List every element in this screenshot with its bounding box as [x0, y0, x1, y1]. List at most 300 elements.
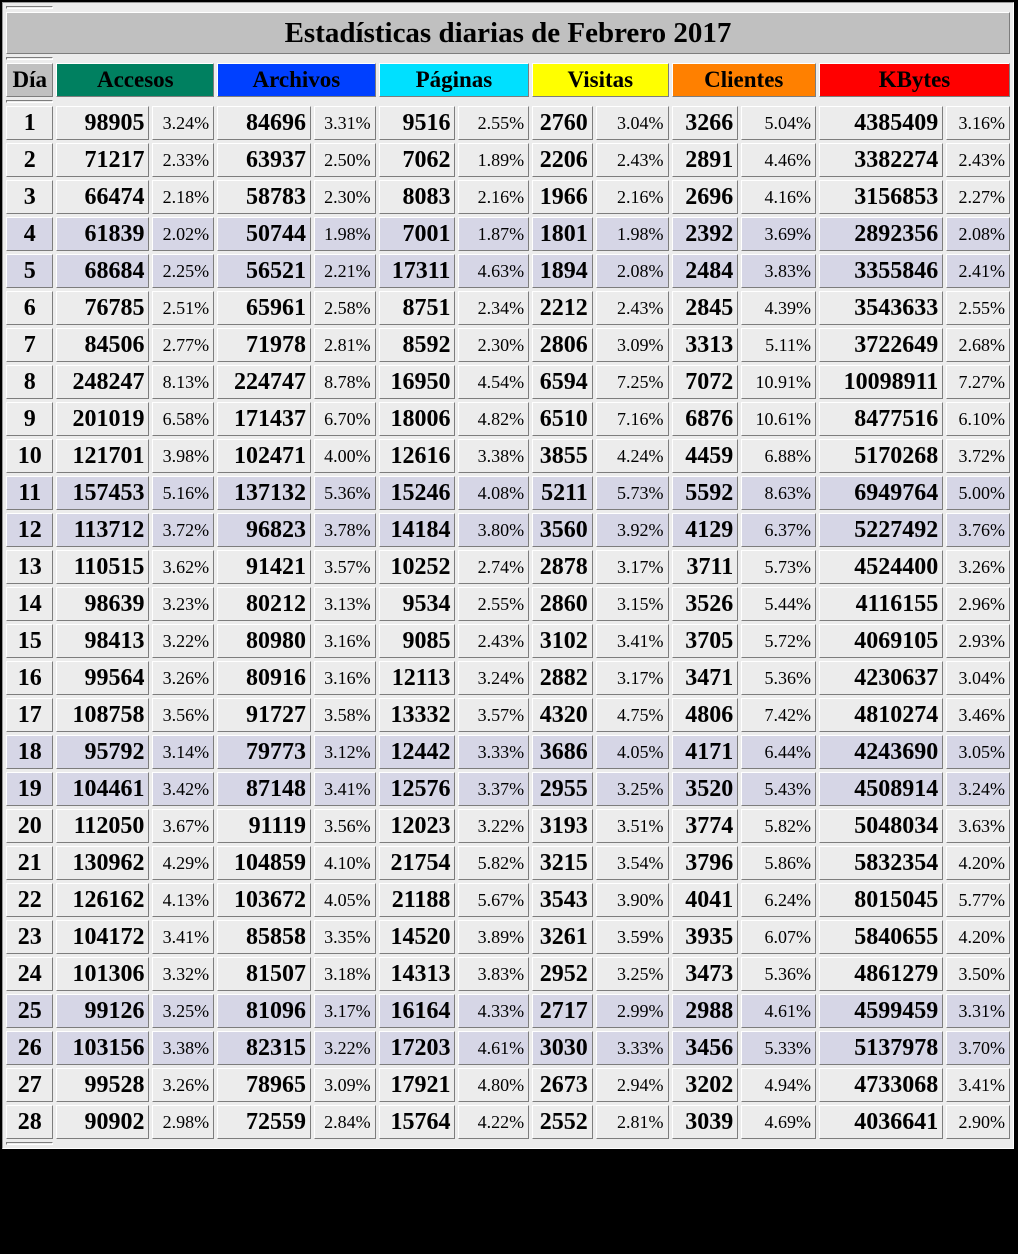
spacer-blank: [56, 57, 1010, 60]
cell-accesos: 76785: [56, 291, 149, 325]
cell-kbytes: 2892356: [819, 217, 943, 251]
cell-archivos-pct: 2.84%: [314, 1105, 376, 1139]
cell-kbytes: 4810274: [819, 698, 943, 732]
table-row: [6, 402, 1010, 436]
cell-visitas: 2552: [532, 1105, 593, 1139]
cell-kbytes-pct: 7.27%: [946, 365, 1010, 399]
cell-archivos: 85858: [217, 920, 311, 954]
cell-clientes: 3473: [672, 957, 739, 991]
cell-archivos-pct: 3.18%: [314, 957, 376, 991]
cell-archivos: 81096: [217, 994, 311, 1028]
cell-paginas-pct: 3.57%: [458, 698, 529, 732]
cell-day: 1: [6, 106, 53, 140]
cell-visitas: 3543: [532, 883, 593, 917]
cell-kbytes-pct: 3.16%: [946, 106, 1010, 140]
cell-archivos: 102471: [217, 439, 311, 473]
cell-archivos: 91727: [217, 698, 311, 732]
cell-clientes-pct: 5.43%: [741, 772, 816, 806]
cell-visitas-pct: 3.17%: [596, 550, 669, 584]
cell-accesos: 99126: [56, 994, 149, 1028]
title-row: [6, 12, 1010, 54]
cell-visitas: 4320: [532, 698, 593, 732]
cell-accesos-pct: 3.22%: [152, 624, 214, 658]
cell-clientes-pct: 6.07%: [741, 920, 816, 954]
cell-archivos: 80212: [217, 587, 311, 621]
table-row: [6, 772, 1010, 806]
cell-accesos-pct: 3.32%: [152, 957, 214, 991]
cell-accesos: 121701: [56, 439, 149, 473]
cell-paginas: 15246: [379, 476, 456, 510]
cell-visitas: 1894: [532, 254, 593, 288]
cell-visitas-pct: 3.09%: [596, 328, 669, 362]
table-row: [6, 513, 1010, 547]
cell-visitas: 6594: [532, 365, 593, 399]
page-title: Estadísticas diarias de Febrero 2017: [6, 12, 1010, 54]
cell-accesos: 98413: [56, 624, 149, 658]
cell-paginas-pct: 2.43%: [458, 624, 529, 658]
cell-clientes-pct: 5.33%: [741, 1031, 816, 1065]
cell-accesos: 90902: [56, 1105, 149, 1139]
cell-accesos: 157453: [56, 476, 149, 510]
cell-archivos-pct: 3.31%: [314, 106, 376, 140]
cell-day: 7: [6, 328, 53, 362]
cell-accesos: 104172: [56, 920, 149, 954]
cell-kbytes-pct: 3.24%: [946, 772, 1010, 806]
cell-clientes-pct: 5.73%: [741, 550, 816, 584]
cell-paginas: 12442: [379, 735, 456, 769]
cell-paginas: 14184: [379, 513, 456, 547]
cell-clientes: 2891: [672, 143, 739, 177]
cell-archivos: 82315: [217, 1031, 311, 1065]
cell-paginas: 16950: [379, 365, 456, 399]
cell-accesos-pct: 2.98%: [152, 1105, 214, 1139]
cell-visitas: 3193: [532, 809, 593, 843]
cell-visitas-pct: 3.51%: [596, 809, 669, 843]
table-row: [6, 1105, 1010, 1139]
cell-visitas: 2952: [532, 957, 593, 991]
cell-paginas-pct: 3.89%: [458, 920, 529, 954]
cell-visitas-pct: 3.25%: [596, 772, 669, 806]
cell-clientes-pct: 5.04%: [741, 106, 816, 140]
cell-kbytes-pct: 5.00%: [946, 476, 1010, 510]
cell-accesos-pct: 2.02%: [152, 217, 214, 251]
cell-archivos-pct: 3.17%: [314, 994, 376, 1028]
cell-kbytes-pct: 2.41%: [946, 254, 1010, 288]
cell-paginas-pct: 1.87%: [458, 217, 529, 251]
header-archivos: Archivos: [217, 63, 376, 97]
cell-clientes: 4459: [672, 439, 739, 473]
cell-archivos: 104859: [217, 846, 311, 880]
cell-visitas-pct: 2.43%: [596, 291, 669, 325]
cell-day: 19: [6, 772, 53, 806]
cell-visitas-pct: 3.59%: [596, 920, 669, 954]
cell-accesos-pct: 6.58%: [152, 402, 214, 436]
cell-accesos: 99528: [56, 1068, 149, 1102]
cell-accesos-pct: 3.56%: [152, 698, 214, 732]
cell-kbytes: 4508914: [819, 772, 943, 806]
cell-day: 10: [6, 439, 53, 473]
cell-visitas-pct: 4.05%: [596, 735, 669, 769]
cell-clientes-pct: 10.91%: [741, 365, 816, 399]
cell-clientes-pct: 4.94%: [741, 1068, 816, 1102]
cell-accesos: 110515: [56, 550, 149, 584]
cell-kbytes: 5227492: [819, 513, 943, 547]
cell-visitas: 3560: [532, 513, 593, 547]
cell-clientes: 4806: [672, 698, 739, 732]
cell-visitas-pct: 3.33%: [596, 1031, 669, 1065]
cell-visitas: 2955: [532, 772, 593, 806]
cell-accesos-pct: 3.62%: [152, 550, 214, 584]
cell-day: 20: [6, 809, 53, 843]
cell-kbytes: 4069105: [819, 624, 943, 658]
cell-visitas-pct: 2.43%: [596, 143, 669, 177]
cell-archivos-pct: 6.70%: [314, 402, 376, 436]
table-row: [6, 550, 1010, 584]
cell-kbytes: 5170268: [819, 439, 943, 473]
cell-archivos: 87148: [217, 772, 311, 806]
cell-accesos: 61839: [56, 217, 149, 251]
cell-day: 17: [6, 698, 53, 732]
cell-clientes-pct: 3.69%: [741, 217, 816, 251]
cell-paginas-pct: 5.67%: [458, 883, 529, 917]
header-row: [6, 63, 1010, 97]
cell-paginas: 21754: [379, 846, 456, 880]
cell-kbytes: 8015045: [819, 883, 943, 917]
cell-visitas: 6510: [532, 402, 593, 436]
cell-kbytes: 4599459: [819, 994, 943, 1028]
cell-clientes: 2988: [672, 994, 739, 1028]
cell-accesos: 126162: [56, 883, 149, 917]
cell-paginas-pct: 2.55%: [458, 106, 529, 140]
cell-kbytes-pct: 3.46%: [946, 698, 1010, 732]
cell-kbytes-pct: 5.77%: [946, 883, 1010, 917]
cell-clientes: 2484: [672, 254, 739, 288]
cell-archivos: 79773: [217, 735, 311, 769]
cell-clientes: 7072: [672, 365, 739, 399]
cell-paginas: 12576: [379, 772, 456, 806]
cell-visitas: 2717: [532, 994, 593, 1028]
table-body: [6, 106, 1010, 1139]
cell-accesos-pct: 8.13%: [152, 365, 214, 399]
cell-archivos: 72559: [217, 1105, 311, 1139]
cell-accesos-pct: 4.29%: [152, 846, 214, 880]
cell-archivos: 103672: [217, 883, 311, 917]
cell-clientes: 3471: [672, 661, 739, 695]
cell-day: 15: [6, 624, 53, 658]
cell-kbytes-pct: 3.50%: [946, 957, 1010, 991]
cell-accesos-pct: 3.98%: [152, 439, 214, 473]
cell-visitas: 2212: [532, 291, 593, 325]
cell-visitas: 2673: [532, 1068, 593, 1102]
table-row: [6, 106, 1010, 140]
table-row: [6, 735, 1010, 769]
cell-accesos: 103156: [56, 1031, 149, 1065]
cell-day: 3: [6, 180, 53, 214]
cell-kbytes: 3543633: [819, 291, 943, 325]
table-row: [6, 1031, 1010, 1065]
cell-accesos: 108758: [56, 698, 149, 732]
cell-kbytes: 4524400: [819, 550, 943, 584]
cell-kbytes-pct: 3.76%: [946, 513, 1010, 547]
cell-accesos-pct: 3.38%: [152, 1031, 214, 1065]
cell-clientes-pct: 5.82%: [741, 809, 816, 843]
cell-clientes-pct: 4.69%: [741, 1105, 816, 1139]
cell-paginas: 13332: [379, 698, 456, 732]
cell-clientes: 5592: [672, 476, 739, 510]
cell-paginas: 8592: [379, 328, 456, 362]
cell-accesos: 68684: [56, 254, 149, 288]
cell-archivos: 84696: [217, 106, 311, 140]
cell-accesos: 101306: [56, 957, 149, 991]
cell-clientes: 3039: [672, 1105, 739, 1139]
cell-day: 8: [6, 365, 53, 399]
table-row: [6, 439, 1010, 473]
table-row: [6, 698, 1010, 732]
cell-archivos: 171437: [217, 402, 311, 436]
cell-paginas-pct: 4.82%: [458, 402, 529, 436]
cell-archivos-pct: 2.30%: [314, 180, 376, 214]
cell-accesos-pct: 3.26%: [152, 661, 214, 695]
cell-kbytes: 4036641: [819, 1105, 943, 1139]
cell-kbytes: 3355846: [819, 254, 943, 288]
cell-clientes: 3202: [672, 1068, 739, 1102]
table-row: [6, 476, 1010, 510]
cell-clientes: 4171: [672, 735, 739, 769]
cell-accesos-pct: 3.67%: [152, 809, 214, 843]
cell-day: 26: [6, 1031, 53, 1065]
cell-archivos: 56521: [217, 254, 311, 288]
cell-paginas: 21188: [379, 883, 456, 917]
table-row: [6, 587, 1010, 621]
cell-visitas-pct: 3.04%: [596, 106, 669, 140]
cell-kbytes: 3156853: [819, 180, 943, 214]
cell-clientes-pct: 5.36%: [741, 661, 816, 695]
cell-kbytes: 4385409: [819, 106, 943, 140]
cell-archivos: 50744: [217, 217, 311, 251]
cell-kbytes: 5137978: [819, 1031, 943, 1065]
cell-paginas: 12023: [379, 809, 456, 843]
table-row: [6, 1068, 1010, 1102]
bottom-spacer-row: [6, 1142, 1010, 1145]
cell-visitas-pct: 2.08%: [596, 254, 669, 288]
cell-archivos: 58783: [217, 180, 311, 214]
cell-kbytes-pct: 2.27%: [946, 180, 1010, 214]
cell-clientes: 3705: [672, 624, 739, 658]
cell-archivos-pct: 2.81%: [314, 328, 376, 362]
cell-paginas: 9516: [379, 106, 456, 140]
cell-visitas-pct: 2.94%: [596, 1068, 669, 1102]
cell-visitas: 2882: [532, 661, 593, 695]
cell-kbytes: 4116155: [819, 587, 943, 621]
cell-kbytes-pct: 3.41%: [946, 1068, 1010, 1102]
cell-day: 23: [6, 920, 53, 954]
cell-archivos-pct: 3.16%: [314, 661, 376, 695]
cell-clientes-pct: 5.86%: [741, 846, 816, 880]
cell-paginas-pct: 5.82%: [458, 846, 529, 880]
cell-kbytes-pct: 4.20%: [946, 920, 1010, 954]
cell-clientes-pct: 5.44%: [741, 587, 816, 621]
cell-accesos: 95792: [56, 735, 149, 769]
cell-accesos: 98639: [56, 587, 149, 621]
cell-paginas: 9085: [379, 624, 456, 658]
cell-day: 16: [6, 661, 53, 695]
cell-kbytes: 4733068: [819, 1068, 943, 1102]
cell-archivos: 65961: [217, 291, 311, 325]
cell-archivos-pct: 3.56%: [314, 809, 376, 843]
cell-visitas: 3102: [532, 624, 593, 658]
cell-archivos: 78965: [217, 1068, 311, 1102]
cell-paginas-pct: 3.83%: [458, 957, 529, 991]
cell-day: 4: [6, 217, 53, 251]
cell-kbytes: 4243690: [819, 735, 943, 769]
cell-accesos-pct: 2.33%: [152, 143, 214, 177]
cell-day: 28: [6, 1105, 53, 1139]
cell-clientes: 3526: [672, 587, 739, 621]
cell-accesos-pct: 3.23%: [152, 587, 214, 621]
cell-kbytes: 8477516: [819, 402, 943, 436]
cell-archivos-pct: 3.78%: [314, 513, 376, 547]
cell-visitas-pct: 3.41%: [596, 624, 669, 658]
cell-accesos-pct: 3.41%: [152, 920, 214, 954]
cell-accesos: 71217: [56, 143, 149, 177]
cell-day: 24: [6, 957, 53, 991]
table-row: [6, 291, 1010, 325]
cell-kbytes-pct: 2.96%: [946, 587, 1010, 621]
cell-paginas-pct: 3.33%: [458, 735, 529, 769]
cell-clientes-pct: 7.42%: [741, 698, 816, 732]
cell-paginas-pct: 3.80%: [458, 513, 529, 547]
cell-paginas-pct: 2.16%: [458, 180, 529, 214]
cell-archivos: 71978: [217, 328, 311, 362]
cell-archivos: 63937: [217, 143, 311, 177]
cell-archivos-pct: 8.78%: [314, 365, 376, 399]
cell-paginas-pct: 4.80%: [458, 1068, 529, 1102]
cell-accesos-pct: 5.16%: [152, 476, 214, 510]
cell-paginas-pct: 3.37%: [458, 772, 529, 806]
cell-accesos: 84506: [56, 328, 149, 362]
cell-day: 27: [6, 1068, 53, 1102]
cell-clientes-pct: 6.24%: [741, 883, 816, 917]
cell-accesos-pct: 3.72%: [152, 513, 214, 547]
cell-clientes: 6876: [672, 402, 739, 436]
cell-clientes-pct: 4.46%: [741, 143, 816, 177]
cell-clientes-pct: 10.61%: [741, 402, 816, 436]
cell-paginas-pct: 3.24%: [458, 661, 529, 695]
cell-clientes: 4041: [672, 883, 739, 917]
cell-day: 21: [6, 846, 53, 880]
cell-archivos: 96823: [217, 513, 311, 547]
cell-visitas: 3030: [532, 1031, 593, 1065]
cell-paginas-pct: 4.61%: [458, 1031, 529, 1065]
cell-kbytes: 3382274: [819, 143, 943, 177]
table-row: [6, 920, 1010, 954]
mid-spacer-row: [6, 57, 1010, 60]
cell-paginas: 7062: [379, 143, 456, 177]
cell-clientes-pct: 3.83%: [741, 254, 816, 288]
cell-clientes: 2845: [672, 291, 739, 325]
spacer-cell: [6, 100, 53, 103]
cell-paginas: 16164: [379, 994, 456, 1028]
cell-kbytes-pct: 6.10%: [946, 402, 1010, 436]
header-spacer-row: [6, 100, 1010, 103]
cell-kbytes: 4230637: [819, 661, 943, 695]
cell-kbytes: 5832354: [819, 846, 943, 880]
cell-visitas-pct: 3.90%: [596, 883, 669, 917]
table-row: [6, 254, 1010, 288]
cell-visitas-pct: 2.99%: [596, 994, 669, 1028]
cell-accesos-pct: 4.13%: [152, 883, 214, 917]
cell-accesos-pct: 3.14%: [152, 735, 214, 769]
cell-accesos: 98905: [56, 106, 149, 140]
cell-paginas: 12616: [379, 439, 456, 473]
cell-archivos-pct: 3.13%: [314, 587, 376, 621]
cell-kbytes-pct: 2.68%: [946, 328, 1010, 362]
cell-visitas: 3215: [532, 846, 593, 880]
cell-clientes: 3774: [672, 809, 739, 843]
cell-paginas-pct: 4.63%: [458, 254, 529, 288]
cell-visitas: 2206: [532, 143, 593, 177]
cell-day: 5: [6, 254, 53, 288]
table-row: [6, 883, 1010, 917]
cell-accesos-pct: 2.51%: [152, 291, 214, 325]
cell-visitas-pct: 7.25%: [596, 365, 669, 399]
table-row: [6, 217, 1010, 251]
cell-paginas-pct: 4.54%: [458, 365, 529, 399]
cell-paginas-pct: 4.22%: [458, 1105, 529, 1139]
cell-kbytes: 3722649: [819, 328, 943, 362]
table-row: [6, 180, 1010, 214]
cell-archivos-pct: 3.16%: [314, 624, 376, 658]
cell-visitas-pct: 3.92%: [596, 513, 669, 547]
cell-accesos-pct: 2.77%: [152, 328, 214, 362]
cell-clientes-pct: 6.37%: [741, 513, 816, 547]
table-row: [6, 143, 1010, 177]
cell-day: 11: [6, 476, 53, 510]
cell-paginas: 9534: [379, 587, 456, 621]
cell-accesos: 201019: [56, 402, 149, 436]
cell-accesos-pct: 3.42%: [152, 772, 214, 806]
cell-clientes-pct: 4.16%: [741, 180, 816, 214]
cell-clientes-pct: 8.63%: [741, 476, 816, 510]
cell-kbytes-pct: 2.93%: [946, 624, 1010, 658]
cell-paginas: 8083: [379, 180, 456, 214]
cell-archivos-pct: 3.12%: [314, 735, 376, 769]
cell-kbytes-pct: 3.26%: [946, 550, 1010, 584]
cell-archivos-pct: 3.09%: [314, 1068, 376, 1102]
cell-visitas: 3261: [532, 920, 593, 954]
cell-kbytes: 6949764: [819, 476, 943, 510]
cell-kbytes: 4861279: [819, 957, 943, 991]
cell-clientes: 3520: [672, 772, 739, 806]
table-row: [6, 365, 1010, 399]
table-row: [6, 328, 1010, 362]
cell-paginas-pct: 2.34%: [458, 291, 529, 325]
cell-clientes-pct: 6.88%: [741, 439, 816, 473]
cell-kbytes-pct: 2.08%: [946, 217, 1010, 251]
cell-archivos-pct: 4.00%: [314, 439, 376, 473]
cell-day: 18: [6, 735, 53, 769]
cell-day: 25: [6, 994, 53, 1028]
cell-accesos-pct: 2.18%: [152, 180, 214, 214]
cell-kbytes-pct: 3.72%: [946, 439, 1010, 473]
cell-kbytes-pct: 3.63%: [946, 809, 1010, 843]
cell-visitas-pct: 1.98%: [596, 217, 669, 251]
daily-stats-table: [2, 2, 1014, 1149]
cell-visitas-pct: 3.54%: [596, 846, 669, 880]
cell-archivos-pct: 3.58%: [314, 698, 376, 732]
table-row: [6, 809, 1010, 843]
cell-paginas-pct: 4.08%: [458, 476, 529, 510]
